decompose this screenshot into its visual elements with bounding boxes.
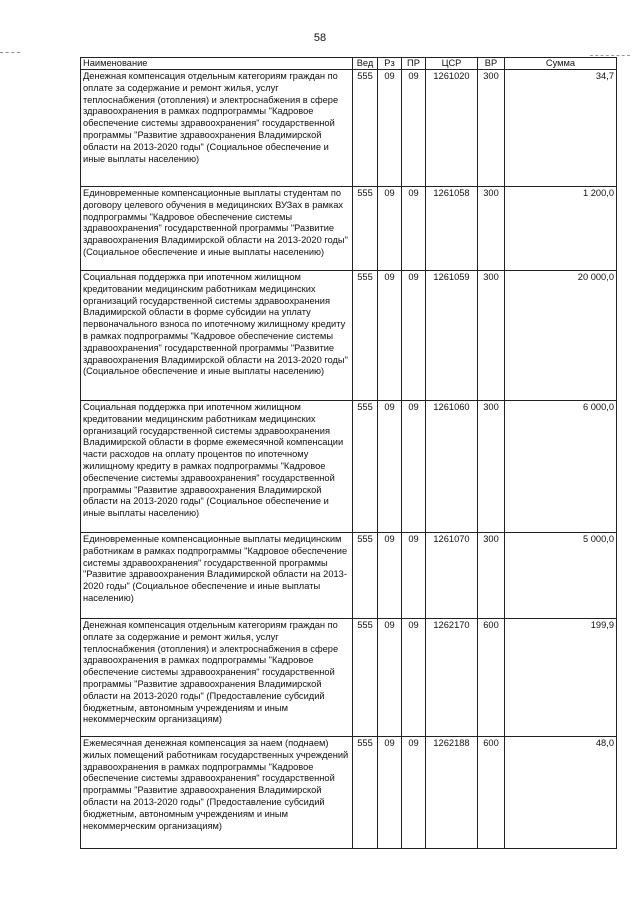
row-name: Денежная компенсация отдельным категориям граждан по оплате за содержание и ремонт жилья, услуг теплоснабжения (отопления) и электроснабжения в сфере здравоохранения в рамках подпрограммы "Кадровое обеспечение системы здравоохранения" государственной программы "Развитие здравоохранения Владимирской области на 2013-2020 годы" (Предоставление субсидий бюджетным, автономным учреждениям и иным некоммерческим организациям) xyxy=(81,619,353,737)
header-rz: Рз xyxy=(378,58,402,70)
table-row xyxy=(81,619,617,737)
row-vr: 600 xyxy=(478,737,505,849)
table-row xyxy=(81,271,617,401)
row-vr: 300 xyxy=(478,401,505,533)
row-csr: 1262188 xyxy=(426,737,478,849)
header-pr: ПР xyxy=(402,58,426,70)
row-vr: 600 xyxy=(478,619,505,737)
header-ved: Вед xyxy=(353,58,378,70)
table-row xyxy=(81,533,617,619)
table-header-row xyxy=(81,58,617,70)
row-csr: 1261059 xyxy=(426,271,478,401)
row-pr: 09 xyxy=(402,533,426,619)
row-rz: 09 xyxy=(378,187,402,271)
row-sum: 199,9 xyxy=(505,619,617,737)
row-ved: 555 xyxy=(353,619,378,737)
row-rz: 09 xyxy=(378,533,402,619)
table-row xyxy=(81,401,617,533)
row-sum: 6 000,0 xyxy=(505,401,617,533)
page-number: 58 xyxy=(313,32,327,44)
row-name: Социальная поддержка при ипотечном жилищном кредитовании медицинским работникам медицинских организаций государственной системы здравоохранения Владимирской области в форме субсидии на уплату первоначального взноса по ипотечному жилищному кредиту в рамках подпрограммы "Кадровое обеспечение системы здравоохранения" государственной программы "Развитие здравоохранения Владимирской области на 2013-2020 годы" (Социальное обеспечение и иные выплаты населению) xyxy=(81,271,353,401)
header-sum: Сумма xyxy=(505,58,617,70)
row-csr: 1261058 xyxy=(426,187,478,271)
row-rz: 09 xyxy=(378,271,402,401)
row-pr: 09 xyxy=(402,187,426,271)
row-ved: 555 xyxy=(353,533,378,619)
row-csr: 1261020 xyxy=(426,70,478,187)
row-vr: 300 xyxy=(478,187,505,271)
row-csr: 1261060 xyxy=(426,401,478,533)
row-pr: 09 xyxy=(402,271,426,401)
budget-table xyxy=(80,57,617,849)
row-sum: 48,0 xyxy=(505,737,617,849)
header-name: Наименование xyxy=(81,58,353,70)
row-pr: 09 xyxy=(402,401,426,533)
table-row xyxy=(81,737,617,849)
row-csr: 1262170 xyxy=(426,619,478,737)
table-row xyxy=(81,187,617,271)
row-pr: 09 xyxy=(402,737,426,849)
row-ved: 555 xyxy=(353,401,378,533)
row-name: Денежная компенсация отдельным категориям граждан по оплате за содержание и ремонт жилья, услуг теплоснабжения (отопления) и электроснабжения в сфере здравоохранения в рамках подпрограммы "Кадровое обеспечение системы здравоохранения" государственной программы "Развитие здравоохранения Владимирской области на 2013-2020 годы" (Социальное обеспечение и иные выплаты населению) xyxy=(81,70,353,187)
row-sum: 5 000,0 xyxy=(505,533,617,619)
header-csr: ЦСР xyxy=(426,58,478,70)
row-rz: 09 xyxy=(378,619,402,737)
row-vr: 300 xyxy=(478,271,505,401)
row-csr: 1261070 xyxy=(426,533,478,619)
row-rz: 09 xyxy=(378,737,402,849)
row-vr: 300 xyxy=(478,70,505,187)
scan-edge-mark xyxy=(590,55,630,56)
row-name: Единовременные компенсационные выплаты студентам по договору целевого обучения в медицинских ВУЗах в рамках подпрограммы "Кадровое обеспечение системы здравоохранения" государственной программы "Развитие здравоохранения Владимирской области на 2013-2020 годы" (Социальное обеспечение и иные выплаты населению) xyxy=(81,187,353,271)
row-name: Ежемесячная денежная компенсация за наем (поднаем) жилых помещений работникам государственных учреждений здравоохранения в рамках подпрограммы "Кадровое обеспечение системы здравоохранения" государственной программы "Развитие здравоохранения Владимирской области на 2013-2020 годы" (Предоставление субсидий бюджетным, автономным учреждениям и иным некоммерческим организациям) xyxy=(81,737,353,849)
row-pr: 09 xyxy=(402,70,426,187)
row-ved: 555 xyxy=(353,737,378,849)
scan-edge-mark xyxy=(0,52,20,53)
row-sum: 20 000,0 xyxy=(505,271,617,401)
header-vr: ВР xyxy=(478,58,505,70)
row-vr: 300 xyxy=(478,533,505,619)
row-rz: 09 xyxy=(378,401,402,533)
row-ved: 555 xyxy=(353,271,378,401)
row-ved: 555 xyxy=(353,70,378,187)
row-name: Социальная поддержка при ипотечном жилищном кредитовании медицинским работникам медицинских организаций государственной системы здравоохранения Владимирской области в форме ежемесячной компенсации части расходов на оплату процентов по ипотечному жилищному кредиту в рамках подпрограммы "Кадровое обеспечение системы здравоохранения" государственной программы "Развитие здравоохранения Владимирской области на 2013-2020 годы" (Социальное обеспечение и иные выплаты населению) xyxy=(81,401,353,533)
table-row xyxy=(81,70,617,187)
row-sum: 1 200,0 xyxy=(505,187,617,271)
row-name: Единовременные компенсационные выплаты медицинским работникам в рамках подпрограммы "Кадровое обеспечение системы здравоохранения" государственной программы "Развитие здравоохранения Владимирской области на 2013-2020 годы" (Социальное обеспечение и иные выплаты населению) xyxy=(81,533,353,619)
row-ved: 555 xyxy=(353,187,378,271)
row-pr: 09 xyxy=(402,619,426,737)
row-sum: 34,7 xyxy=(505,70,617,187)
row-rz: 09 xyxy=(378,70,402,187)
